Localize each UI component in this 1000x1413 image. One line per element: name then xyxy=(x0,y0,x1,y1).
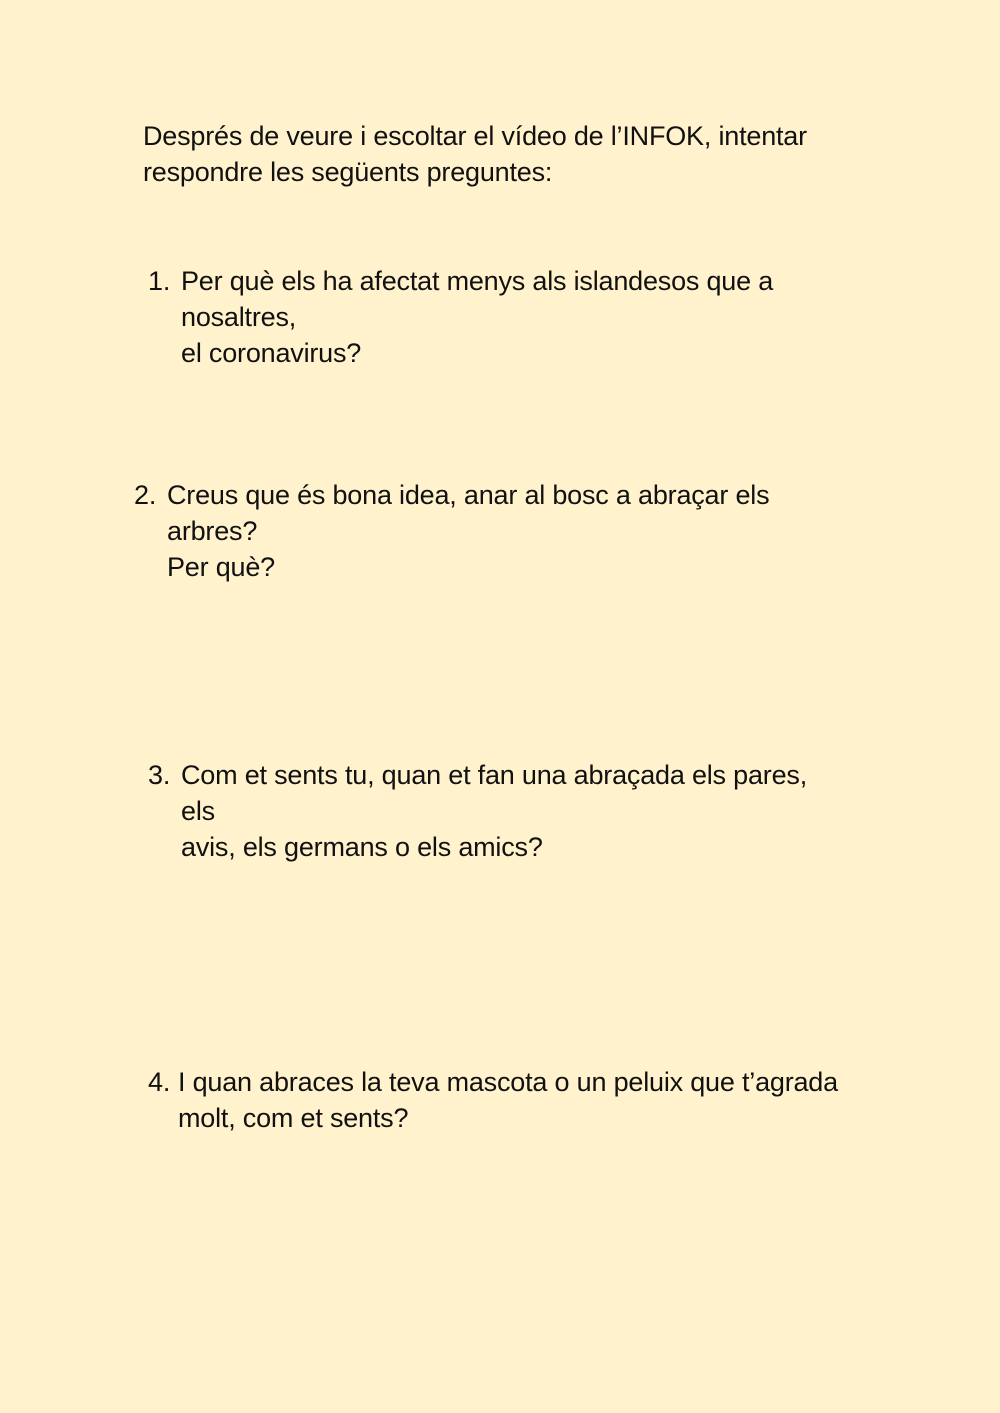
question-number: 2. xyxy=(134,480,157,510)
question-number: 4. xyxy=(148,1067,171,1097)
question-line-1: Creus que és bona idea, anar al bosc a abraçar els arbres? xyxy=(167,480,770,546)
question-line-1: Per què els ha afectat menys als islandesos que a nosaltres, xyxy=(181,266,774,332)
instructions xyxy=(143,118,843,190)
question-text xyxy=(181,757,838,865)
question-line-2: avis, els germans o els amics? xyxy=(181,832,543,862)
instructions-line-1: Després de veure i escoltar el vídeo de l’INFOK, intentar xyxy=(143,121,807,151)
question-1 xyxy=(148,263,868,371)
question-number: 3. xyxy=(148,760,171,790)
question-text xyxy=(181,263,868,371)
question-text xyxy=(178,1064,838,1136)
question-line-1: I quan abraces la teva mascota o un peluix que t’agrada xyxy=(178,1067,838,1097)
question-4 xyxy=(148,1064,838,1136)
question-2 xyxy=(134,477,854,585)
instructions-line-2: respondre les següents preguntes: xyxy=(143,157,553,187)
question-line-1: Com et sents tu, quan et fan una abraçada els pares, els xyxy=(181,760,807,826)
question-3 xyxy=(148,757,838,865)
question-line-2: molt, com et sents? xyxy=(178,1103,409,1133)
question-number: 1. xyxy=(148,266,171,296)
question-line-2: Per què? xyxy=(167,552,275,582)
question-line-2: el coronavirus? xyxy=(181,338,362,368)
question-text xyxy=(167,477,854,585)
